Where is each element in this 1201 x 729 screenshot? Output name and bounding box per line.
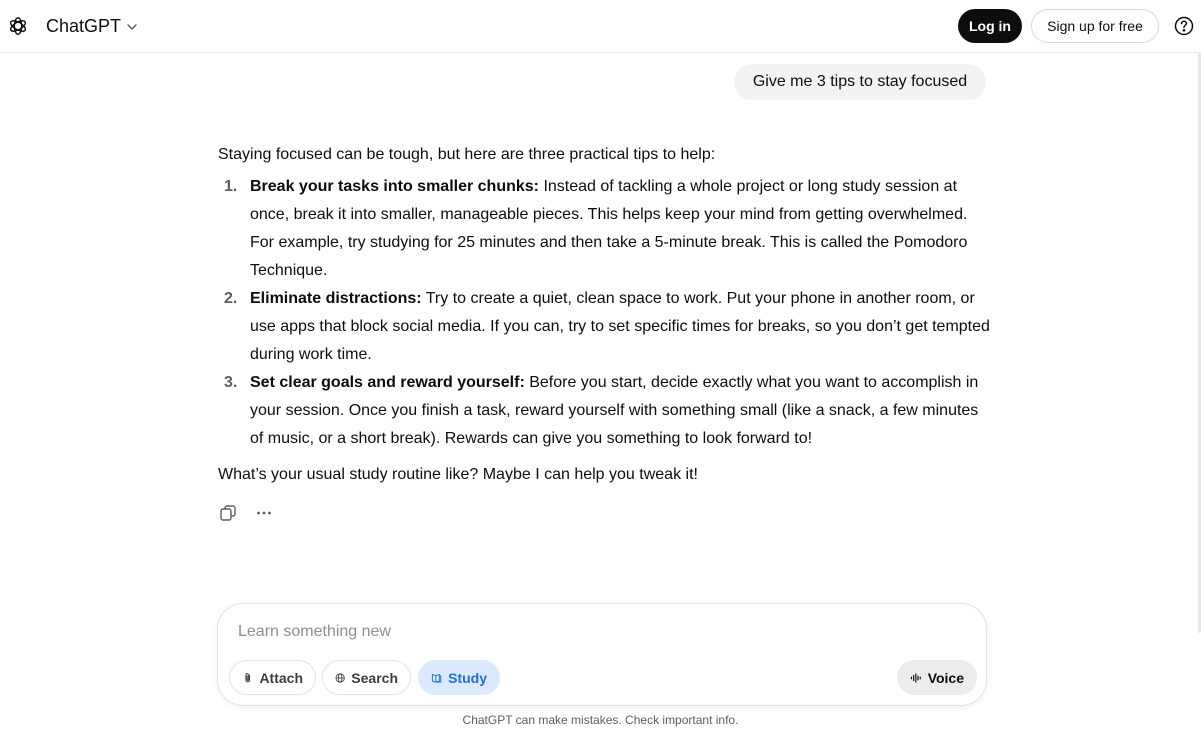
voice-waveform-icon: [910, 670, 922, 686]
help-circle-icon: [1174, 16, 1194, 36]
message-actions: [218, 503, 274, 523]
list-item-body: Instead of tackling a whole project or long study session at once, break it into smaller, manageable pieces. This helps keep your mind from getting overwhelmed. For example, try studying for 25 minutes and then take a 5-minute break. This is called the Pomodoro Technique.: [250, 178, 968, 279]
chevron-down-icon: [125, 20, 139, 34]
more-horizontal-icon: [255, 504, 273, 522]
list-item-title: Break your tasks into smaller chunks:: [250, 178, 539, 195]
list-item-title: Set clear goals and reward yourself:: [250, 374, 525, 391]
copy-icon: [219, 504, 237, 522]
more-actions-button[interactable]: [254, 503, 274, 523]
study-label: Study: [448, 669, 487, 686]
search-label: Search: [351, 669, 398, 686]
list-item-number: 2.: [224, 290, 238, 307]
copy-button[interactable]: [218, 503, 238, 523]
tips-list: [218, 173, 990, 453]
help-button[interactable]: [1172, 14, 1196, 38]
openai-logo-icon[interactable]: [7, 15, 29, 37]
model-switcher[interactable]: [46, 14, 139, 38]
list-item-title: Eliminate distractions:: [250, 290, 422, 307]
assistant-intro: Staying focused can be tough, but here are three practical tips to help:: [218, 146, 716, 163]
attach-button[interactable]: [229, 660, 316, 695]
search-button[interactable]: [322, 660, 411, 695]
assistant-message: [218, 141, 990, 489]
disclaimer: ChatGPT can make mistakes. Check important info.: [462, 713, 739, 727]
login-button[interactable]: Log in: [958, 9, 1022, 43]
paperclip-icon: [242, 670, 253, 686]
list-item: [218, 285, 990, 369]
list-item-body: Try to create a quiet, clean space to work. Put your phone in another room, or use apps that block social media. If you can, try to set specific times for breaks, so you don’t get tempted during work time.: [250, 290, 990, 363]
book-icon: [431, 670, 442, 686]
globe-icon: [335, 670, 345, 686]
study-button[interactable]: [418, 660, 500, 695]
composer: [217, 603, 987, 706]
prompt-input[interactable]: [238, 620, 958, 644]
voice-label: Voice: [927, 669, 964, 686]
list-item-number: 3.: [224, 374, 238, 391]
assistant-outro: What’s your usual study routine like? Maybe I can help you tweak it!: [218, 466, 698, 483]
voice-button[interactable]: [897, 660, 977, 695]
top-bar: [0, 0, 1201, 53]
list-item-number: 1.: [224, 178, 238, 195]
list-item: [218, 369, 990, 453]
model-name: ChatGPT: [46, 15, 122, 36]
attach-label: Attach: [259, 669, 303, 686]
list-item-body: Before you start, decide exactly what you want to accomplish in your session. Once you finish a task, reward yourself with something small (like a snack, a few minutes of music, or a short break). Rewards can give you something to look forward to!: [250, 374, 979, 447]
list-item: [218, 173, 990, 285]
signup-button[interactable]: Sign up for free: [1031, 9, 1159, 43]
user-message-bubble: Give me 3 tips to stay focused: [734, 64, 986, 100]
